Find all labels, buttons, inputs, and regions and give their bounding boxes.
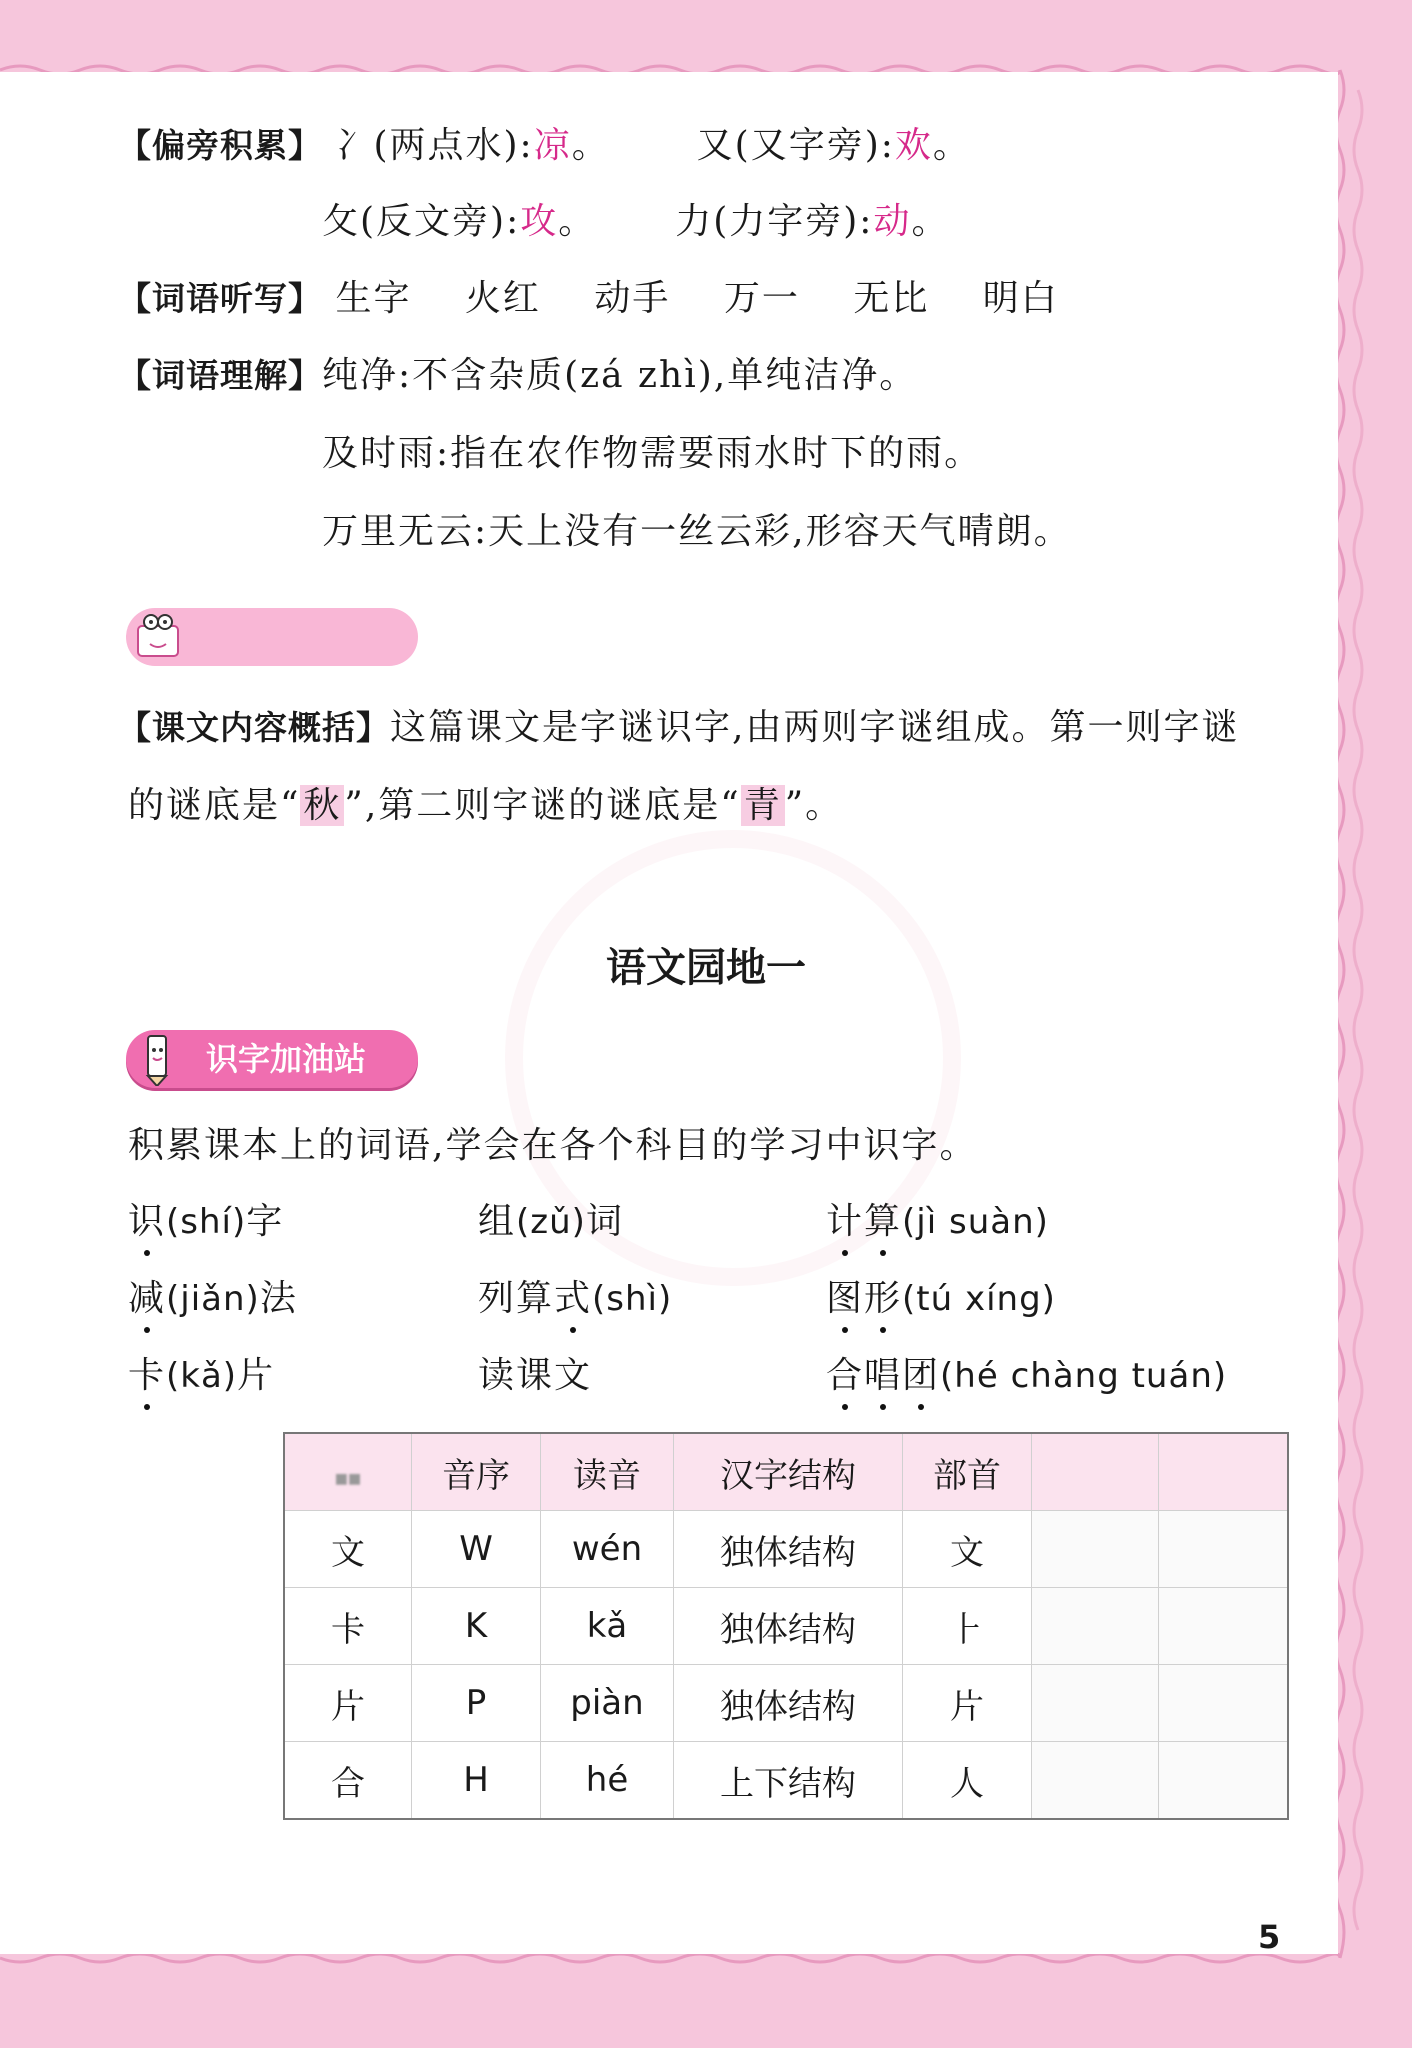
table-header: 音序: [412, 1433, 541, 1511]
vocab-item: 减(jiǎn)法: [128, 1275, 298, 1323]
table-cell-radical: 片: [903, 1665, 1032, 1742]
table-cell-pinyin: wén: [541, 1511, 674, 1588]
table-header-empty: [1032, 1433, 1159, 1511]
table-cell-empty: [1159, 1665, 1289, 1742]
dictation-word: 无比: [853, 278, 930, 319]
pencil-mascot-icon: [134, 1034, 182, 1086]
book-mascot-icon: [134, 612, 182, 664]
radical-example: 欢: [894, 125, 933, 166]
table-header-row: [284, 1433, 1288, 1511]
meaning-item: 万里无云:天上没有一丝云彩,形容天气晴朗。: [322, 511, 1072, 552]
radical-name: (两点水):: [373, 125, 534, 166]
radical: 攵: [322, 201, 361, 242]
summary-text: ”,第二则字谜的谜底是“: [344, 785, 741, 826]
dotted-char: 卡: [128, 1352, 166, 1400]
table-cell-structure: 独体结构: [674, 1665, 903, 1742]
section-badge-blurred: [126, 608, 418, 666]
table-cell-char: 卡: [284, 1588, 412, 1665]
radical: 冫: [335, 125, 374, 166]
summary-text: 这篇课文是字谜识字,由两则字谜组成。第一则字谜: [390, 707, 1240, 748]
dotted-char: 计: [826, 1198, 864, 1246]
dotted-char: 图: [826, 1275, 864, 1323]
dotted-char: 团: [902, 1352, 940, 1400]
radicals-row-2: [322, 198, 949, 246]
table-cell-pinyin: kǎ: [541, 1588, 674, 1665]
table-cell-radical: ⺊: [903, 1588, 1032, 1665]
dictation-word: 火红: [464, 278, 541, 319]
meaning-item: 及时雨:指在农作物需要雨水时下的雨。: [322, 433, 983, 474]
table-cell-empty: [1159, 1742, 1289, 1820]
character-table: [283, 1432, 1289, 1820]
table-cell-empty: [1159, 1511, 1289, 1588]
punct: 。: [911, 201, 950, 242]
table-row: [284, 1742, 1288, 1820]
radical-example: 动: [873, 201, 912, 242]
dotted-char: 合: [826, 1352, 864, 1400]
dotted-char: 算: [864, 1198, 902, 1246]
vocab-item: 图形(tú xíng): [826, 1275, 1056, 1323]
table-cell-empty: [1032, 1511, 1159, 1588]
riddle-answer: 青: [741, 785, 785, 826]
table-row: [284, 1511, 1288, 1588]
radical-name: (又字旁):: [734, 125, 895, 166]
dictation-word: 万一: [723, 278, 800, 319]
table-cell-order: W: [412, 1511, 541, 1588]
radicals-label: 【偏旁积累】: [118, 126, 322, 165]
vocab-item: 合唱团(hé chàng tuán): [826, 1352, 1227, 1400]
summary-row-1: [118, 704, 1239, 752]
table-cell-pinyin: piàn: [541, 1665, 674, 1742]
table-row: [284, 1665, 1288, 1742]
dotted-char: 形: [864, 1275, 902, 1323]
radicals-row-1: [118, 122, 971, 170]
table-cell-char: 合: [284, 1742, 412, 1820]
table-cell-empty: [1159, 1588, 1289, 1665]
table-cell-pinyin: hé: [541, 1742, 674, 1820]
table-cell-empty: [1032, 1742, 1159, 1820]
vocab-item: 计算(jì suàn): [826, 1198, 1049, 1246]
dotted-char: 识: [128, 1198, 166, 1246]
table-cell-char: 文: [284, 1511, 412, 1588]
table-cell-structure: 独体结构: [674, 1511, 903, 1588]
table-cell-structure: 独体结构: [674, 1588, 903, 1665]
radical: 力: [675, 201, 714, 242]
section-title: 语文园地一: [606, 945, 806, 991]
dictation-label: 【词语听写】: [118, 279, 322, 318]
dictation-word: 明白: [982, 278, 1059, 319]
radical-example: 攻: [520, 201, 559, 242]
meaning-item: 纯净:不含杂质(zá zhì),单纯洁净。: [322, 355, 918, 396]
table-cell-radical: 人: [903, 1742, 1032, 1820]
punct: 。: [558, 201, 597, 242]
page-number: 5: [1258, 1918, 1281, 1956]
table-cell-empty: [1032, 1588, 1159, 1665]
dictation-row: [118, 275, 1059, 323]
dotted-char: 减: [128, 1275, 166, 1323]
table-cell-structure: 上下结构: [674, 1742, 903, 1820]
dotted-char: 唱: [864, 1352, 902, 1400]
radical-name: (反文旁):: [360, 201, 521, 242]
vocab-item: 列算式(shì): [478, 1275, 672, 1323]
radical-example: 凉: [533, 125, 572, 166]
table-header: 部首: [903, 1433, 1032, 1511]
section-badge: [126, 1030, 418, 1088]
table-header-empty: [1159, 1433, 1289, 1511]
summary-label: 【课文内容概括】: [118, 708, 390, 747]
table-cell-order: H: [412, 1742, 541, 1820]
table-cell-radical: 文: [903, 1511, 1032, 1588]
table-corner-cell: ■■: [284, 1433, 412, 1511]
table-cell-order: P: [412, 1665, 541, 1742]
summary-text: 的谜底是“: [128, 785, 301, 826]
radical: 又: [696, 125, 735, 166]
riddle-answer: 秋: [300, 785, 344, 826]
meanings-row-1: [118, 352, 917, 400]
table-cell-order: K: [412, 1588, 541, 1665]
dictation-word: 动手: [594, 278, 671, 319]
table-header: 读音: [541, 1433, 674, 1511]
punct: 。: [932, 125, 971, 166]
dotted-char: 式: [554, 1275, 592, 1323]
section-badge-label: 识字加油站: [206, 1040, 367, 1078]
vocab-item: 识(shí)字: [128, 1198, 284, 1246]
vocab-item: 卡(kǎ)片: [128, 1352, 275, 1400]
intro-text: 积累课本上的词语,学会在各个科目的学习中识字。: [128, 1125, 978, 1166]
summary-text: ”。: [784, 785, 844, 826]
meanings-label: 【词语理解】: [118, 356, 322, 395]
radical-name: (力字旁):: [713, 201, 874, 242]
summary-row-2: [128, 782, 843, 830]
punct: 。: [571, 125, 610, 166]
table-cell-empty: [1032, 1665, 1159, 1742]
dictation-word: 生字: [335, 278, 412, 319]
table-row: [284, 1588, 1288, 1665]
table-cell-char: 片: [284, 1665, 412, 1742]
table-header: 汉字结构: [674, 1433, 903, 1511]
vocab-item: 组(zǔ)词: [478, 1201, 624, 1242]
vocab-item: 读课文: [478, 1355, 593, 1396]
